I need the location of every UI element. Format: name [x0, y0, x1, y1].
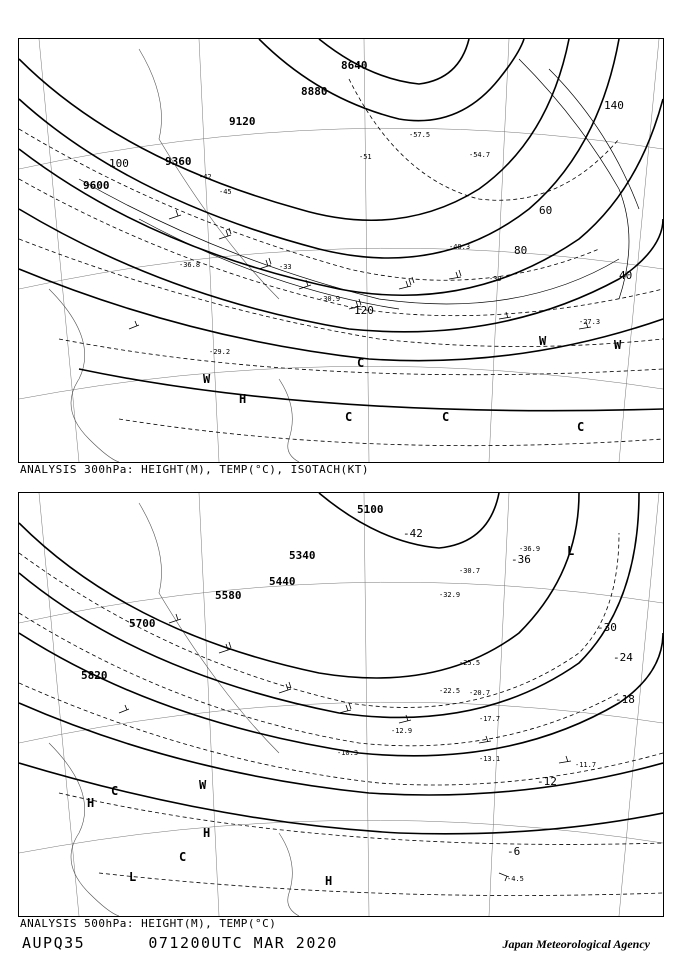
pressure-system-label: L	[567, 544, 575, 558]
temperature-label: -30.7	[459, 567, 481, 575]
isotach-label: 40	[619, 269, 633, 282]
temperature-label: -25.5	[459, 659, 481, 667]
temperature-contour-label: -12	[537, 775, 557, 788]
temperature-label: -36.9	[519, 545, 541, 553]
temperature-label: -12.9	[391, 727, 413, 735]
temperature-contour-label: -42	[403, 527, 423, 540]
upper-chart-panel	[18, 38, 664, 463]
pressure-system-label: W	[614, 338, 622, 352]
height-contour-label: 5700	[129, 617, 156, 630]
pressure-system-label: C	[345, 410, 353, 424]
isotach-label: 140	[604, 99, 624, 112]
upper-chart-map	[19, 39, 663, 462]
temperature-label: -17.7	[479, 715, 501, 723]
agency-name: Japan Meteorological Agency	[502, 937, 650, 951]
height-contour-label: 5820	[81, 669, 108, 682]
pressure-system-label: H	[203, 826, 211, 840]
temperature-label: -29.2	[209, 348, 231, 356]
pressure-system-label: W	[539, 334, 547, 348]
isotach-label: 80	[514, 244, 528, 257]
temperature-contour-label: -24	[613, 651, 633, 664]
temperature-label: -32.9	[439, 591, 461, 599]
temperature-label: -51	[359, 153, 372, 161]
temperature-label: -22.5	[439, 687, 461, 695]
pressure-system-label: H	[87, 796, 95, 810]
temperature-label: -10.3	[337, 749, 359, 757]
height-contour-label: 9360	[165, 155, 192, 168]
pressure-system-label: W	[203, 372, 211, 386]
temperature-label: -13.1	[479, 755, 501, 763]
pressure-system-label: C	[179, 850, 187, 864]
isotach-label: 120	[354, 304, 374, 317]
height-contour-label: 8880	[301, 85, 328, 98]
temperature-contour-label: -18	[615, 693, 635, 706]
lower-chart-caption: ANALYSIS 500hPa: HEIGHT(M), TEMP(°C)	[20, 917, 277, 930]
lower-chart-panel	[18, 492, 664, 917]
height-contour-label: 5440	[269, 575, 296, 588]
height-contour-label: 5100	[357, 503, 384, 516]
temperature-contour-label: -30	[597, 621, 617, 634]
temperature-label: -48.3	[449, 243, 471, 251]
temperature-label: -54.7	[469, 151, 491, 159]
temperature-label: -30.9	[319, 295, 341, 303]
pressure-system-label: C	[577, 420, 585, 434]
temperature-label: -20.7	[469, 689, 491, 697]
temperature-label: -57.5	[409, 131, 431, 139]
chart-spacer	[96, 934, 138, 952]
height-contour-label: 5340	[289, 549, 316, 562]
pressure-system-label: H	[239, 392, 247, 406]
height-contour-label: 8640	[341, 59, 368, 72]
upper-chart-caption: ANALYSIS 300hPa: HEIGHT(M), TEMP(°C), ISOTACH(KT)	[20, 463, 370, 476]
pressure-system-label: H	[325, 874, 333, 888]
temperature-label: -42	[199, 173, 212, 181]
temperature-label: -27.3	[579, 318, 601, 326]
pressure-system-label: C	[357, 356, 365, 370]
temperature-label: -45	[219, 188, 232, 196]
lower-chart-map	[19, 493, 663, 916]
pressure-system-label: L	[129, 870, 137, 884]
temperature-contour-label: -36	[511, 553, 531, 566]
pressure-system-label: C	[442, 410, 450, 424]
isotach-label: 60	[539, 204, 553, 217]
temperature-label: -39	[489, 275, 502, 283]
temperature-label: -36.8	[179, 261, 201, 269]
isotach-label: 100	[109, 157, 129, 170]
temperature-label: -33	[279, 263, 292, 271]
chart-time: 071200UTC MAR 2020	[148, 934, 338, 952]
temperature-contour-label: -6	[507, 845, 521, 858]
temperature-label: -4.5	[507, 875, 524, 883]
height-contour-label: 5580	[215, 589, 242, 602]
chart-title: AUPQ35	[22, 934, 86, 952]
temperature-label: -11.7	[575, 761, 597, 769]
height-contour-label: 9120	[229, 115, 256, 128]
pressure-system-label: C	[111, 784, 119, 798]
height-contour-label: 9600	[83, 179, 110, 192]
pressure-system-label: W	[199, 778, 207, 792]
chart-identifier	[22, 934, 338, 952]
